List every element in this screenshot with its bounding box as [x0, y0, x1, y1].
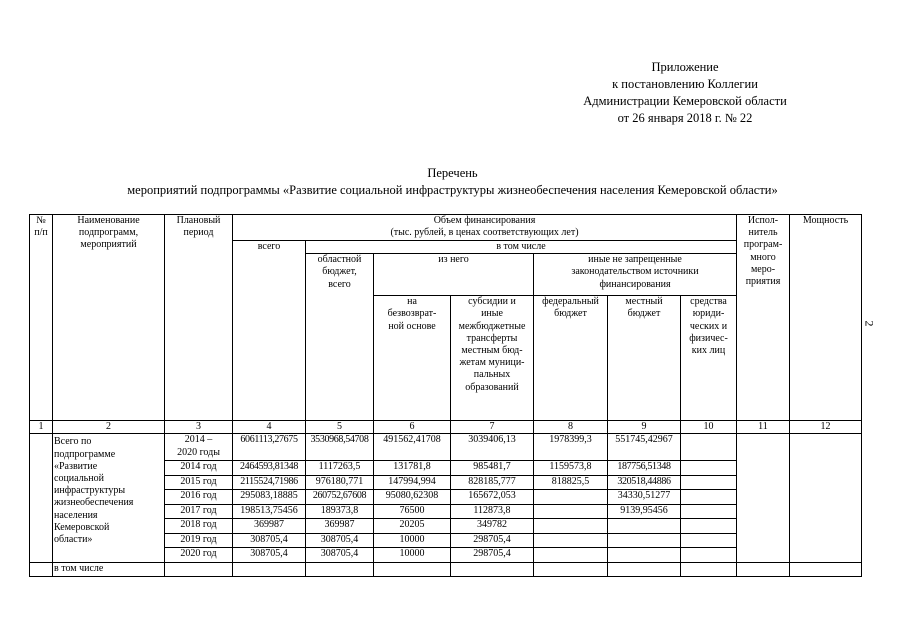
total-cell: 2115524,71986	[233, 475, 306, 490]
non-repayable-cell: 147994,994	[374, 475, 451, 490]
document-title	[0, 165, 905, 199]
subsidies-cell: 985481,7	[451, 461, 534, 476]
header-funding: Объем финансирования (тыс. рублей, в ценах соответствующих лет)	[233, 215, 737, 241]
total-cell: 308705,4	[233, 548, 306, 563]
total-cell: 369987	[233, 519, 306, 534]
column-number: 2	[53, 421, 165, 434]
approval-line-2: к постановлению Коллегии	[612, 77, 758, 91]
regional-cell: 976180,771	[306, 475, 374, 490]
header-total: всего	[233, 241, 306, 421]
column-number: 8	[534, 421, 608, 434]
regional-cell: 308705,4	[306, 533, 374, 548]
including-label: в том числе	[53, 562, 165, 577]
empty-cell	[451, 562, 534, 577]
non-repayable-cell: 131781,8	[374, 461, 451, 476]
empty-cell	[374, 562, 451, 577]
legal-cell	[681, 461, 737, 476]
non-repayable-cell: 10000	[374, 548, 451, 563]
total-cell: 2464593,81348	[233, 461, 306, 476]
federal-cell	[534, 504, 608, 519]
header-other-sources: иные не запрещенные законодательством источники финансирования	[534, 254, 737, 296]
legal-cell	[681, 548, 737, 563]
subsidies-cell: 3039406,13	[451, 434, 534, 461]
column-number: 1	[30, 421, 53, 434]
period-cell: 2018 год	[165, 519, 233, 534]
regional-cell: 369987	[306, 519, 374, 534]
federal-cell	[534, 533, 608, 548]
non-repayable-cell: 20205	[374, 519, 451, 534]
header-legal: средства юриди- ческих и физичес- ких лиц	[681, 296, 737, 421]
column-number: 9	[608, 421, 681, 434]
legal-cell	[681, 475, 737, 490]
period-cell: 2020 год	[165, 548, 233, 563]
legal-cell	[681, 434, 737, 461]
period-cell: 2014 – 2020 годы	[165, 434, 233, 461]
header-subsidies: субсидии и иные межбюджетные трансферты местным бюд- жетам муници- пальных образований	[451, 296, 534, 421]
header-executor: Испол- нитель програм- много меро- приятия	[737, 215, 790, 421]
subsidies-cell: 828185,777	[451, 475, 534, 490]
table-row	[30, 434, 862, 461]
approval-line-4: от 26 января 2018 г. № 22	[617, 111, 753, 125]
funding-table	[29, 214, 862, 577]
empty-cell	[233, 562, 306, 577]
empty-cell	[608, 562, 681, 577]
local-cell	[608, 548, 681, 563]
local-cell: 320518,44886	[608, 475, 681, 490]
legal-cell	[681, 504, 737, 519]
column-number: 5	[306, 421, 374, 434]
period-cell: 2015 год	[165, 475, 233, 490]
column-number: 3	[165, 421, 233, 434]
regional-cell: 189373,8	[306, 504, 374, 519]
header-regional: областной бюджет, всего	[306, 254, 374, 421]
subsidies-cell: 298705,4	[451, 533, 534, 548]
row-num-cell	[30, 562, 53, 577]
local-cell: 551745,42967	[608, 434, 681, 461]
local-cell: 9139,95456	[608, 504, 681, 519]
header-local: местный бюджет	[608, 296, 681, 421]
legal-cell	[681, 533, 737, 548]
local-cell: 187756,51348	[608, 461, 681, 476]
approval-line-3: Администрации Кемеровской области	[583, 94, 787, 108]
non-repayable-cell: 95080,62308	[374, 490, 451, 505]
non-repayable-cell: 10000	[374, 533, 451, 548]
table-row	[30, 562, 862, 577]
regional-cell: 1117263,5	[306, 461, 374, 476]
period-cell: 2019 год	[165, 533, 233, 548]
header-federal: федеральный бюджет	[534, 296, 608, 421]
federal-cell: 1978399,3	[534, 434, 608, 461]
approval-block	[560, 59, 810, 127]
column-number: 4	[233, 421, 306, 434]
legal-cell	[681, 519, 737, 534]
empty-cell	[790, 562, 862, 577]
column-number: 11	[737, 421, 790, 434]
total-cell: 308705,4	[233, 533, 306, 548]
executor-cell	[737, 434, 790, 563]
title-line-2: мероприятий подпрограммы «Развитие социальной инфраструктуры жизнеобеспечения населения Кемеровской области»	[127, 183, 778, 197]
subsidies-cell: 349782	[451, 519, 534, 534]
header-of-which: из него	[374, 254, 534, 296]
regional-cell: 260752,67608	[306, 490, 374, 505]
column-number: 6	[374, 421, 451, 434]
header-non-repayable: на безвозврат- ной основе	[374, 296, 451, 421]
column-number: 12	[790, 421, 862, 434]
header-capacity: Мощность	[790, 215, 862, 421]
federal-cell: 818825,5	[534, 475, 608, 490]
regional-cell: 308705,4	[306, 548, 374, 563]
header-including: в том числе	[306, 241, 737, 254]
row-num-cell	[30, 434, 53, 563]
federal-cell	[534, 519, 608, 534]
federal-cell: 1159573,8	[534, 461, 608, 476]
regional-cell: 3530968,54708	[306, 434, 374, 461]
column-number: 10	[681, 421, 737, 434]
column-numbers-row	[30, 421, 862, 434]
subprogram-name: Всего по подпрограмме «Развитие социальной инфраструктуры жизнеобеспечения населения Кемеровской области»	[53, 434, 165, 563]
total-cell: 6061113,27675	[233, 434, 306, 461]
page-number: 2	[862, 320, 877, 327]
subsidies-cell: 298705,4	[451, 548, 534, 563]
empty-cell	[165, 562, 233, 577]
empty-cell	[737, 562, 790, 577]
non-repayable-cell: 76500	[374, 504, 451, 519]
legal-cell	[681, 490, 737, 505]
title-line-1: Перечень	[427, 166, 478, 180]
federal-cell	[534, 490, 608, 505]
empty-cell	[534, 562, 608, 577]
total-cell: 198513,75456	[233, 504, 306, 519]
capacity-cell	[790, 434, 862, 563]
local-cell	[608, 519, 681, 534]
total-cell: 295083,18885	[233, 490, 306, 505]
empty-cell	[681, 562, 737, 577]
period-cell: 2017 год	[165, 504, 233, 519]
header-period: Плановый период	[165, 215, 233, 421]
subsidies-cell: 112873,8	[451, 504, 534, 519]
subsidies-cell: 165672,053	[451, 490, 534, 505]
approval-line-1: Приложение	[651, 60, 719, 74]
local-cell	[608, 533, 681, 548]
empty-cell	[306, 562, 374, 577]
local-cell: 34330,51277	[608, 490, 681, 505]
federal-cell	[534, 548, 608, 563]
period-cell: 2016 год	[165, 490, 233, 505]
header-name: Наименование подпрограмм, мероприятий	[53, 215, 165, 421]
header-num: № п/п	[30, 215, 53, 421]
non-repayable-cell: 491562,41708	[374, 434, 451, 461]
period-cell: 2014 год	[165, 461, 233, 476]
column-number: 7	[451, 421, 534, 434]
